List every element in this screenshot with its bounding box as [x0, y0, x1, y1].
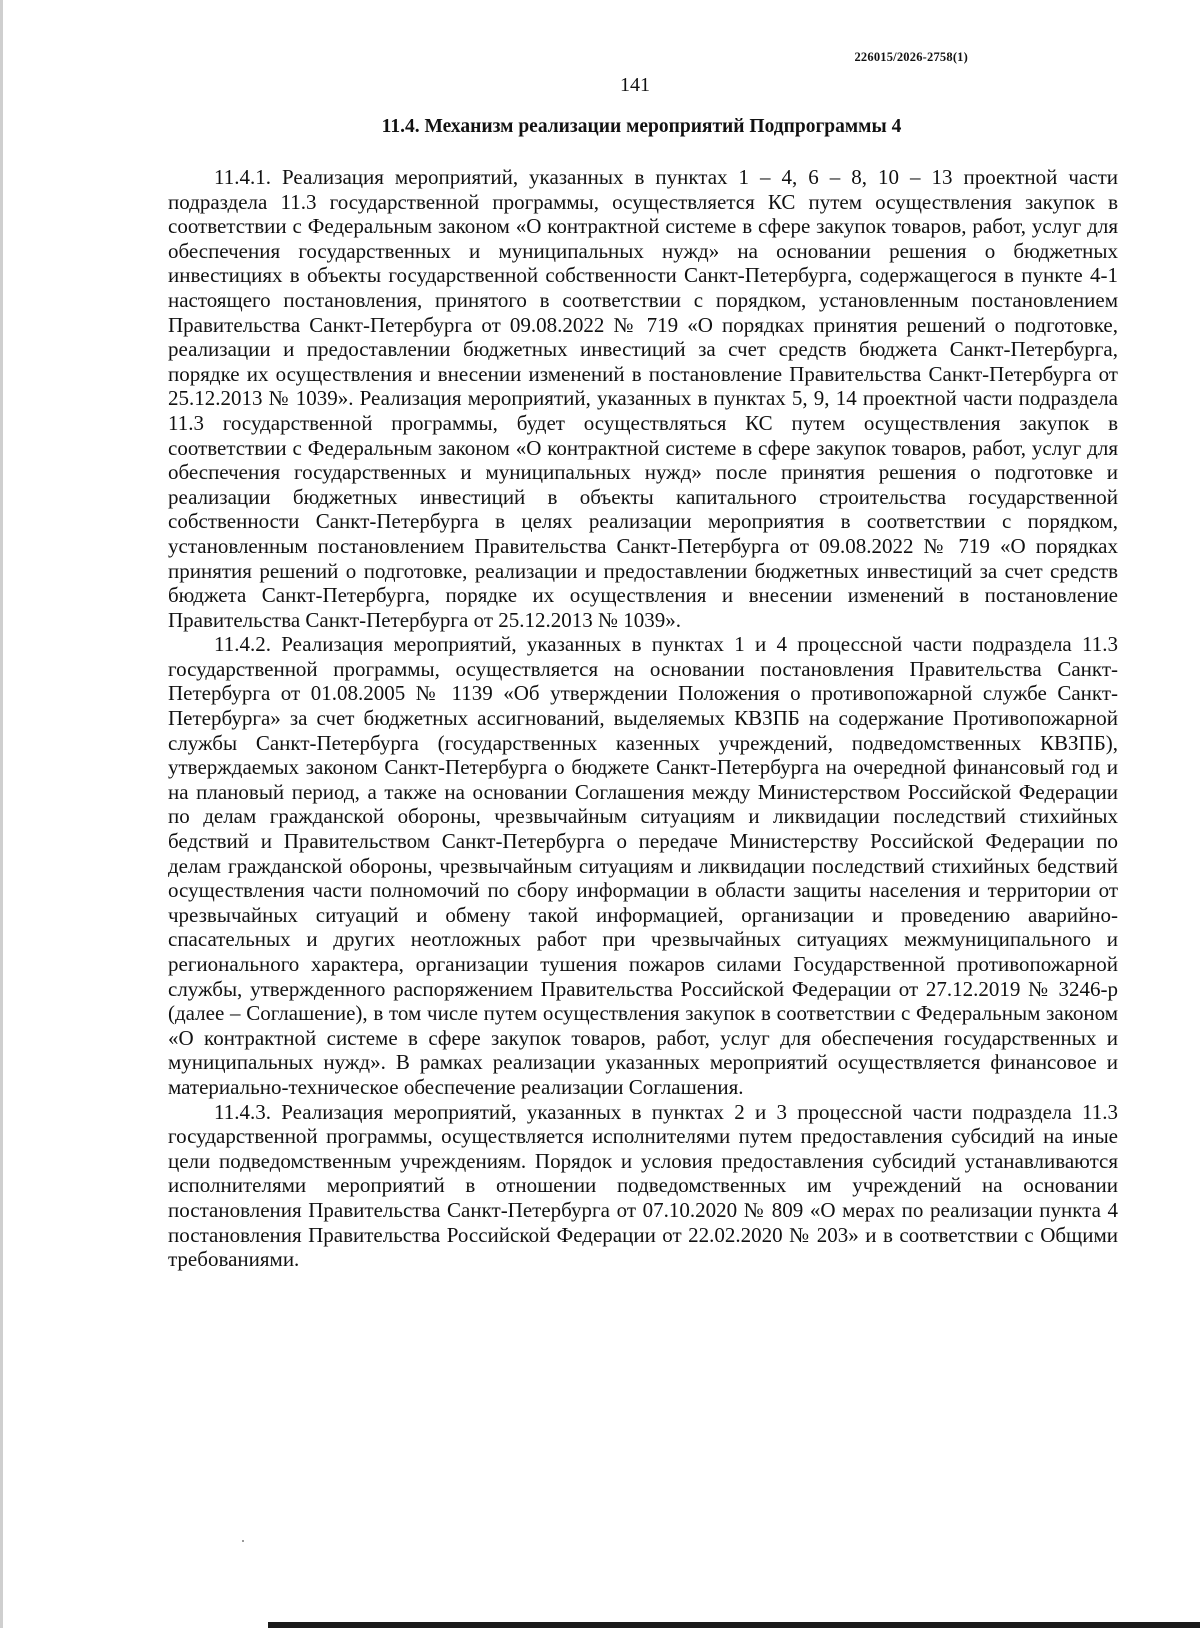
paragraph-11-4-1: 11.4.1. Реализация мероприятий, указанных в пунктах 1 – 4, 6 – 8, 10 – 13 проектной части подраздела 11.3 государственной программы, осуществляется КС путем осуществления закупок в соответствии с Федеральным законом «О контрактной системе в сфере закупок товаров, работ, услуг для обеспечения государственных и муниципальных нужд» на основании решения о бюджетных инвестициях в объекты государственной собственности Санкт-Петербурга, содержащегося в пункте 4-1 настоящего постановления, принятого в соответствии с порядком, установленным постановлением Правительства Санкт-Петербурга от 09.08.2022 № 719 «О порядках принятия решений о подготовке, реализации и предоставлении бюджетных инвестиций за счет средств бюджета Санкт-Петербурга, порядке их осуществления и внесении изменений в постановление Правительства Санкт-Петербурга от 25.12.2013 № 1039». Реализация мероприятий, указанных в пунктах 5, 9, 14 проектной части подраздела 11.3 государственной программы, будет осуществляться КС путем осуществления закупок в соответствии с Федеральным законом «О контрактной системе в сфере закупок товаров, работ, услуг для обеспечения государственных и муниципальных нужд» после принятия решения о подготовке и реализации бюджетных инвестиций в объекты капитального строительства государственной собственности Санкт-Петербурга в целях реализации мероприятия в соответствии с порядком, установленным постановлением Правительства Санкт-Петербурга от 09.08.2022 № 719 «О порядках принятия решений о подготовке, реализации и предоставлении бюджетных инвестиций за счет средств бюджета Санкт-Петербурга, порядке их осуществления и внесении изменений в постановление Правительства Санкт-Петербурга от 25.12.2013 № 1039». — [168, 165, 1118, 632]
section-title: 11.4. Механизм реализации мероприятий Подпрограммы 4 — [381, 116, 902, 137]
page-number: 141 — [620, 74, 650, 96]
document-body — [168, 165, 1118, 1272]
document-registration-number: 226015/2026-2758(1) — [854, 50, 968, 64]
bottom-scan-border — [268, 1622, 1200, 1628]
paragraph-11-4-2: 11.4.2. Реализация мероприятий, указанных в пунктах 1 и 4 процессной части подраздела 11.3 государственной программы, осуществляется на основании постановления Правительства Санкт-Петербурга от 01.08.2005 № 1139 «Об утверждении Положения о противопожарной службе Санкт-Петербурга» за счет бюджетных ассигнований, выделяемых КВЗПБ на содержание Противопожарной службы Санкт-Петербурга (государственных казенных учреждений, подведомственных КВЗПБ), утверждаемых законом Санкт-Петербурга о бюджете Санкт-Петербурга на очередной финансовый год и на плановый период, а также на основании Соглашения между Министерством Российской Федерации по делам гражданской обороны, чрезвычайным ситуациям и ликвидации последствий стихийных бедствий и Правительством Санкт-Петербурга о передаче Министерству Российской Федерации по делам гражданской обороны, чрезвычайным ситуациям и ликвидации последствий стихийных бедствий осуществления части полномочий по сбору информации в области защиты населения и территории от чрезвычайных ситуаций и обмену такой информацией, организации и проведению аварийно-спасательных и других неотложных работ при чрезвычайных ситуациях межмуниципального и регионального характера, организации тушения пожаров силами Государственной противопожарной службы, утвержденного распоряжением Правительства Российской Федерации от 27.12.2019 № 3246-р (далее – Соглашение), в том числе путем осуществления закупок в соответствии с Федеральным законом «О контрактной системе в сфере закупок товаров, работ, услуг для обеспечения государственных и муниципальных нужд». В рамках реализации указанных мероприятий осуществляется финансовое и материально-техническое обеспечение реализации Соглашения. — [168, 632, 1118, 1099]
scan-left-edge — [0, 0, 3, 1628]
paragraph-11-4-3: 11.4.3. Реализация мероприятий, указанных в пунктах 2 и 3 процессной части подраздела 11.3 государственной программы, осуществляется исполнителями путем предоставления субсидий на иные цели подведомственным учреждениям. Порядок и условия предоставления субсидий устанавливаются исполнителями мероприятий в отношении подведомственных им учреждений на основании постановления Правительства Санкт-Петербурга от 07.10.2020 № 809 «О мерах по реализации пункта 4 постановления Правительства Российской Федерации от 22.02.2020 № 203» и в соответствии с Общими требованиями. — [168, 1099, 1118, 1272]
scan-speck — [242, 1540, 244, 1542]
